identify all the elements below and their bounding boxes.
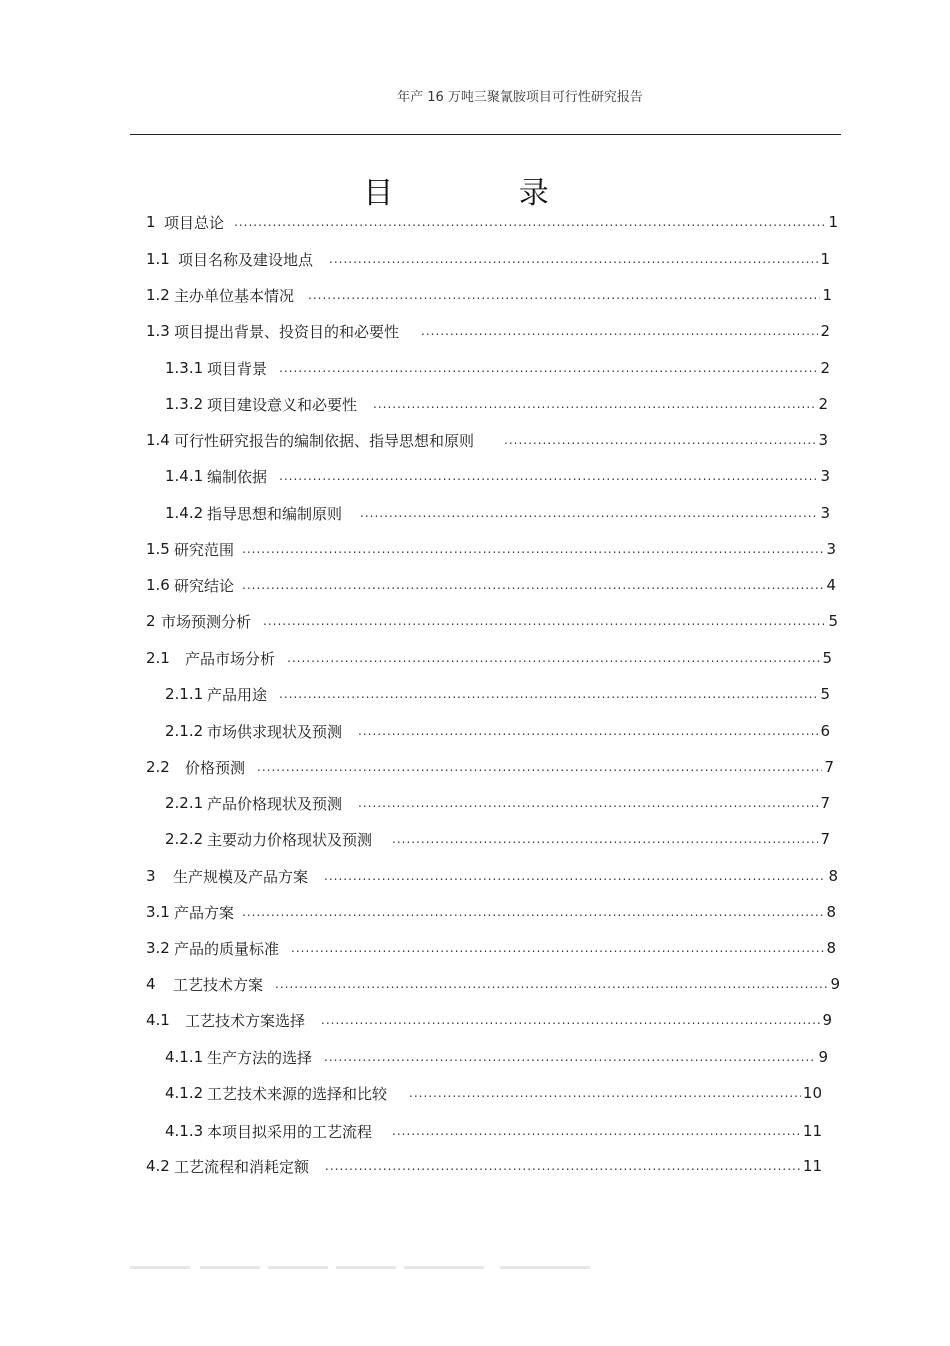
toc-leader-dots	[287, 651, 820, 665]
toc-leader-dots	[329, 252, 818, 266]
header-rule	[130, 134, 841, 135]
toc-entry-label: 产品价格现状及预测	[207, 794, 343, 813]
toc-leader-dots	[291, 941, 824, 955]
toc-entry-label: 市场供求现状及预测	[207, 722, 343, 741]
toc-entry-label: 工艺技术方案	[173, 975, 264, 994]
toc-entry-label: 产品市场分析	[185, 649, 276, 668]
toc-title: 目 录	[363, 176, 607, 211]
running-header: 年产 16 万吨三聚氰胺项目可行性研究报告	[397, 90, 643, 105]
toc-leader-dots	[324, 1050, 816, 1064]
toc-entry-label: 项目总论	[164, 213, 225, 232]
toc-entry-page: 5	[822, 649, 832, 667]
toc-leader-dots	[257, 760, 822, 774]
toc-leader-dots	[421, 324, 818, 338]
toc-entry-label: 编制依据	[207, 467, 268, 486]
scan-artifact	[500, 1266, 590, 1269]
toc-entry-page: 5	[820, 685, 830, 703]
toc-entry[interactable]	[146, 858, 838, 894]
toc-leader-dots	[409, 1086, 801, 1100]
toc-entry-page: 9	[830, 975, 840, 993]
toc-entry-page: 1	[822, 286, 832, 304]
toc-entry-number: 4.2	[146, 1157, 170, 1175]
toc-entry[interactable]	[146, 930, 836, 966]
toc-entry-number: 2	[146, 612, 156, 630]
toc-entry-page: 10	[802, 1084, 822, 1102]
toc-entry-number: 1.3.1	[165, 359, 204, 377]
toc-entry-number: 1.4.1	[165, 467, 204, 485]
toc-entry-number: 4	[146, 975, 156, 993]
toc-entry-page: 3	[818, 431, 828, 449]
toc-leader-dots	[279, 361, 818, 375]
toc-leader-dots	[279, 687, 818, 701]
scan-artifact	[268, 1266, 328, 1269]
toc-entry-number: 4.1.1	[165, 1048, 204, 1066]
toc-entry[interactable]	[146, 313, 830, 349]
toc-entry-label: 项目背景	[207, 359, 268, 378]
toc-entry-label: 指导思想和编制原则	[207, 504, 343, 523]
toc-leader-dots	[263, 614, 826, 628]
toc-leader-dots	[275, 977, 828, 991]
toc-entry-number: 4.1.2	[165, 1084, 204, 1102]
toc-entry[interactable]	[146, 241, 830, 277]
toc-leader-dots	[321, 1013, 820, 1027]
toc-entry[interactable]	[165, 458, 830, 494]
scan-artifact	[130, 1266, 190, 1269]
scan-artifact	[200, 1266, 260, 1269]
toc-entry[interactable]	[165, 1075, 822, 1111]
toc-leader-dots	[325, 1159, 801, 1173]
toc-entry-page: 11	[802, 1157, 822, 1175]
toc-entry-page: 11	[802, 1122, 822, 1140]
toc-entry-number: 1.1	[146, 250, 170, 268]
toc-entry-number: 1.6	[146, 576, 170, 594]
toc-entry-page: 2	[818, 395, 828, 413]
toc-entry-label: 价格预测	[185, 758, 246, 777]
toc-entry[interactable]	[165, 676, 830, 712]
toc-leader-dots	[308, 288, 820, 302]
toc-entry[interactable]	[165, 1113, 822, 1149]
toc-entry-number: 2.1.2	[165, 722, 204, 740]
toc-leader-dots	[373, 397, 816, 411]
toc-entry-label: 市场预测分析	[161, 612, 252, 631]
toc-entry-number: 1.2	[146, 286, 170, 304]
toc-entry-label: 项目提出背景、投资目的和必要性	[174, 322, 400, 341]
toc-entry-number: 2.2.1	[165, 794, 204, 812]
toc-entry-page: 6	[820, 722, 830, 740]
toc-entry[interactable]	[146, 567, 836, 603]
toc-entry-page: 8	[828, 867, 838, 885]
toc-entry-number: 1.4	[146, 431, 170, 449]
toc-entry-label: 本项目拟采用的工艺流程	[207, 1122, 373, 1141]
toc-entry-page: 3	[820, 504, 830, 522]
toc-entry-label: 主办单位基本情况	[174, 286, 295, 305]
toc-entry-page: 8	[826, 939, 836, 957]
toc-entry-label: 工艺技术来源的选择和比较	[207, 1084, 388, 1103]
toc-entry-label: 工艺流程和消耗定额	[174, 1157, 310, 1176]
toc-entry[interactable]	[146, 966, 840, 1002]
toc-entry-page: 3	[820, 467, 830, 485]
toc-entry-number: 4.1.3	[165, 1122, 204, 1140]
toc-entry-label: 工艺技术方案选择	[185, 1011, 306, 1030]
toc-entry-number: 2.1.1	[165, 685, 204, 703]
toc-entry-page: 2	[820, 359, 830, 377]
toc-entry-label: 生产规模及产品方案	[173, 867, 309, 886]
toc-entry[interactable]	[146, 1002, 832, 1038]
toc-entry[interactable]	[165, 821, 830, 857]
toc-entry-number: 1	[146, 213, 156, 231]
toc-entry-page: 9	[822, 1011, 832, 1029]
toc-entry-label: 研究范围	[174, 540, 235, 559]
toc-entry-number: 4.1	[146, 1011, 170, 1029]
toc-entry-page: 7	[820, 830, 830, 848]
toc-entry-number: 3.1	[146, 903, 170, 921]
toc-entry-label: 生产方法的选择	[207, 1048, 313, 1067]
toc-entry-label: 产品方案	[174, 903, 235, 922]
scan-artifact	[336, 1266, 396, 1269]
toc-entry[interactable]	[165, 495, 830, 531]
toc-entry-page: 4	[826, 576, 836, 594]
toc-entry[interactable]	[146, 422, 828, 458]
toc-leader-dots	[392, 1124, 801, 1138]
toc-entry-label: 项目建设意义和必要性	[207, 395, 358, 414]
toc-entry[interactable]	[146, 531, 836, 567]
toc-entry-number: 2.1	[146, 649, 170, 667]
toc-leader-dots	[392, 832, 818, 846]
toc-entry-page: 7	[824, 758, 834, 776]
toc-entry[interactable]	[146, 603, 838, 639]
toc-entry[interactable]	[146, 204, 838, 240]
toc-entry-label: 主要动力价格现状及预测	[207, 830, 373, 849]
toc-entry[interactable]	[165, 386, 828, 422]
toc-entry-page: 8	[826, 903, 836, 921]
toc-entry-page: 3	[826, 540, 836, 558]
toc-entry[interactable]	[165, 350, 830, 386]
toc-entry-label: 研究结论	[174, 576, 235, 595]
toc-entry-number: 3	[146, 867, 156, 885]
toc-entry-page: 1	[828, 213, 838, 231]
scan-artifact	[404, 1266, 484, 1269]
toc-entry[interactable]	[146, 894, 836, 930]
toc-entry-page: 5	[828, 612, 838, 630]
toc-entry-label: 项目名称及建设地点	[178, 250, 314, 269]
toc-leader-dots	[242, 905, 824, 919]
toc-entry-number: 3.2	[146, 939, 170, 957]
toc-entry-number: 2.2	[146, 758, 170, 776]
toc-leader-dots	[358, 724, 818, 738]
toc-entry-number: 1.4.2	[165, 504, 204, 522]
toc-entry-page: 2	[820, 322, 830, 340]
toc-entry[interactable]	[146, 1148, 822, 1184]
toc-entry-label: 产品用途	[207, 685, 268, 704]
toc-entry-number: 1.5	[146, 540, 170, 558]
toc-entry-label: 可行性研究报告的编制依据、指导思想和原则	[174, 431, 475, 450]
toc-entry[interactable]	[146, 640, 832, 676]
toc-leader-dots	[358, 796, 818, 810]
toc-leader-dots	[504, 433, 816, 447]
toc-entry-number: 2.2.2	[165, 830, 204, 848]
toc-leader-dots	[242, 542, 824, 556]
toc-entry[interactable]	[165, 785, 830, 821]
toc-entry-number: 1.3.2	[165, 395, 204, 413]
toc-entry-page: 9	[818, 1048, 828, 1066]
toc-leader-dots	[279, 469, 818, 483]
toc-entry[interactable]	[165, 1039, 828, 1075]
toc-leader-dots	[324, 869, 826, 883]
toc-entry[interactable]	[146, 749, 834, 785]
toc-entry-page: 1	[820, 250, 830, 268]
toc-leader-dots	[242, 578, 824, 592]
toc-entry-label: 产品的质量标准	[174, 939, 280, 958]
toc-entry[interactable]	[146, 277, 832, 313]
toc-entry-number: 1.3	[146, 322, 170, 340]
toc-leader-dots	[360, 506, 818, 520]
toc-leader-dots	[234, 215, 826, 229]
toc-entry[interactable]	[165, 713, 830, 749]
toc-entry-page: 7	[820, 794, 830, 812]
